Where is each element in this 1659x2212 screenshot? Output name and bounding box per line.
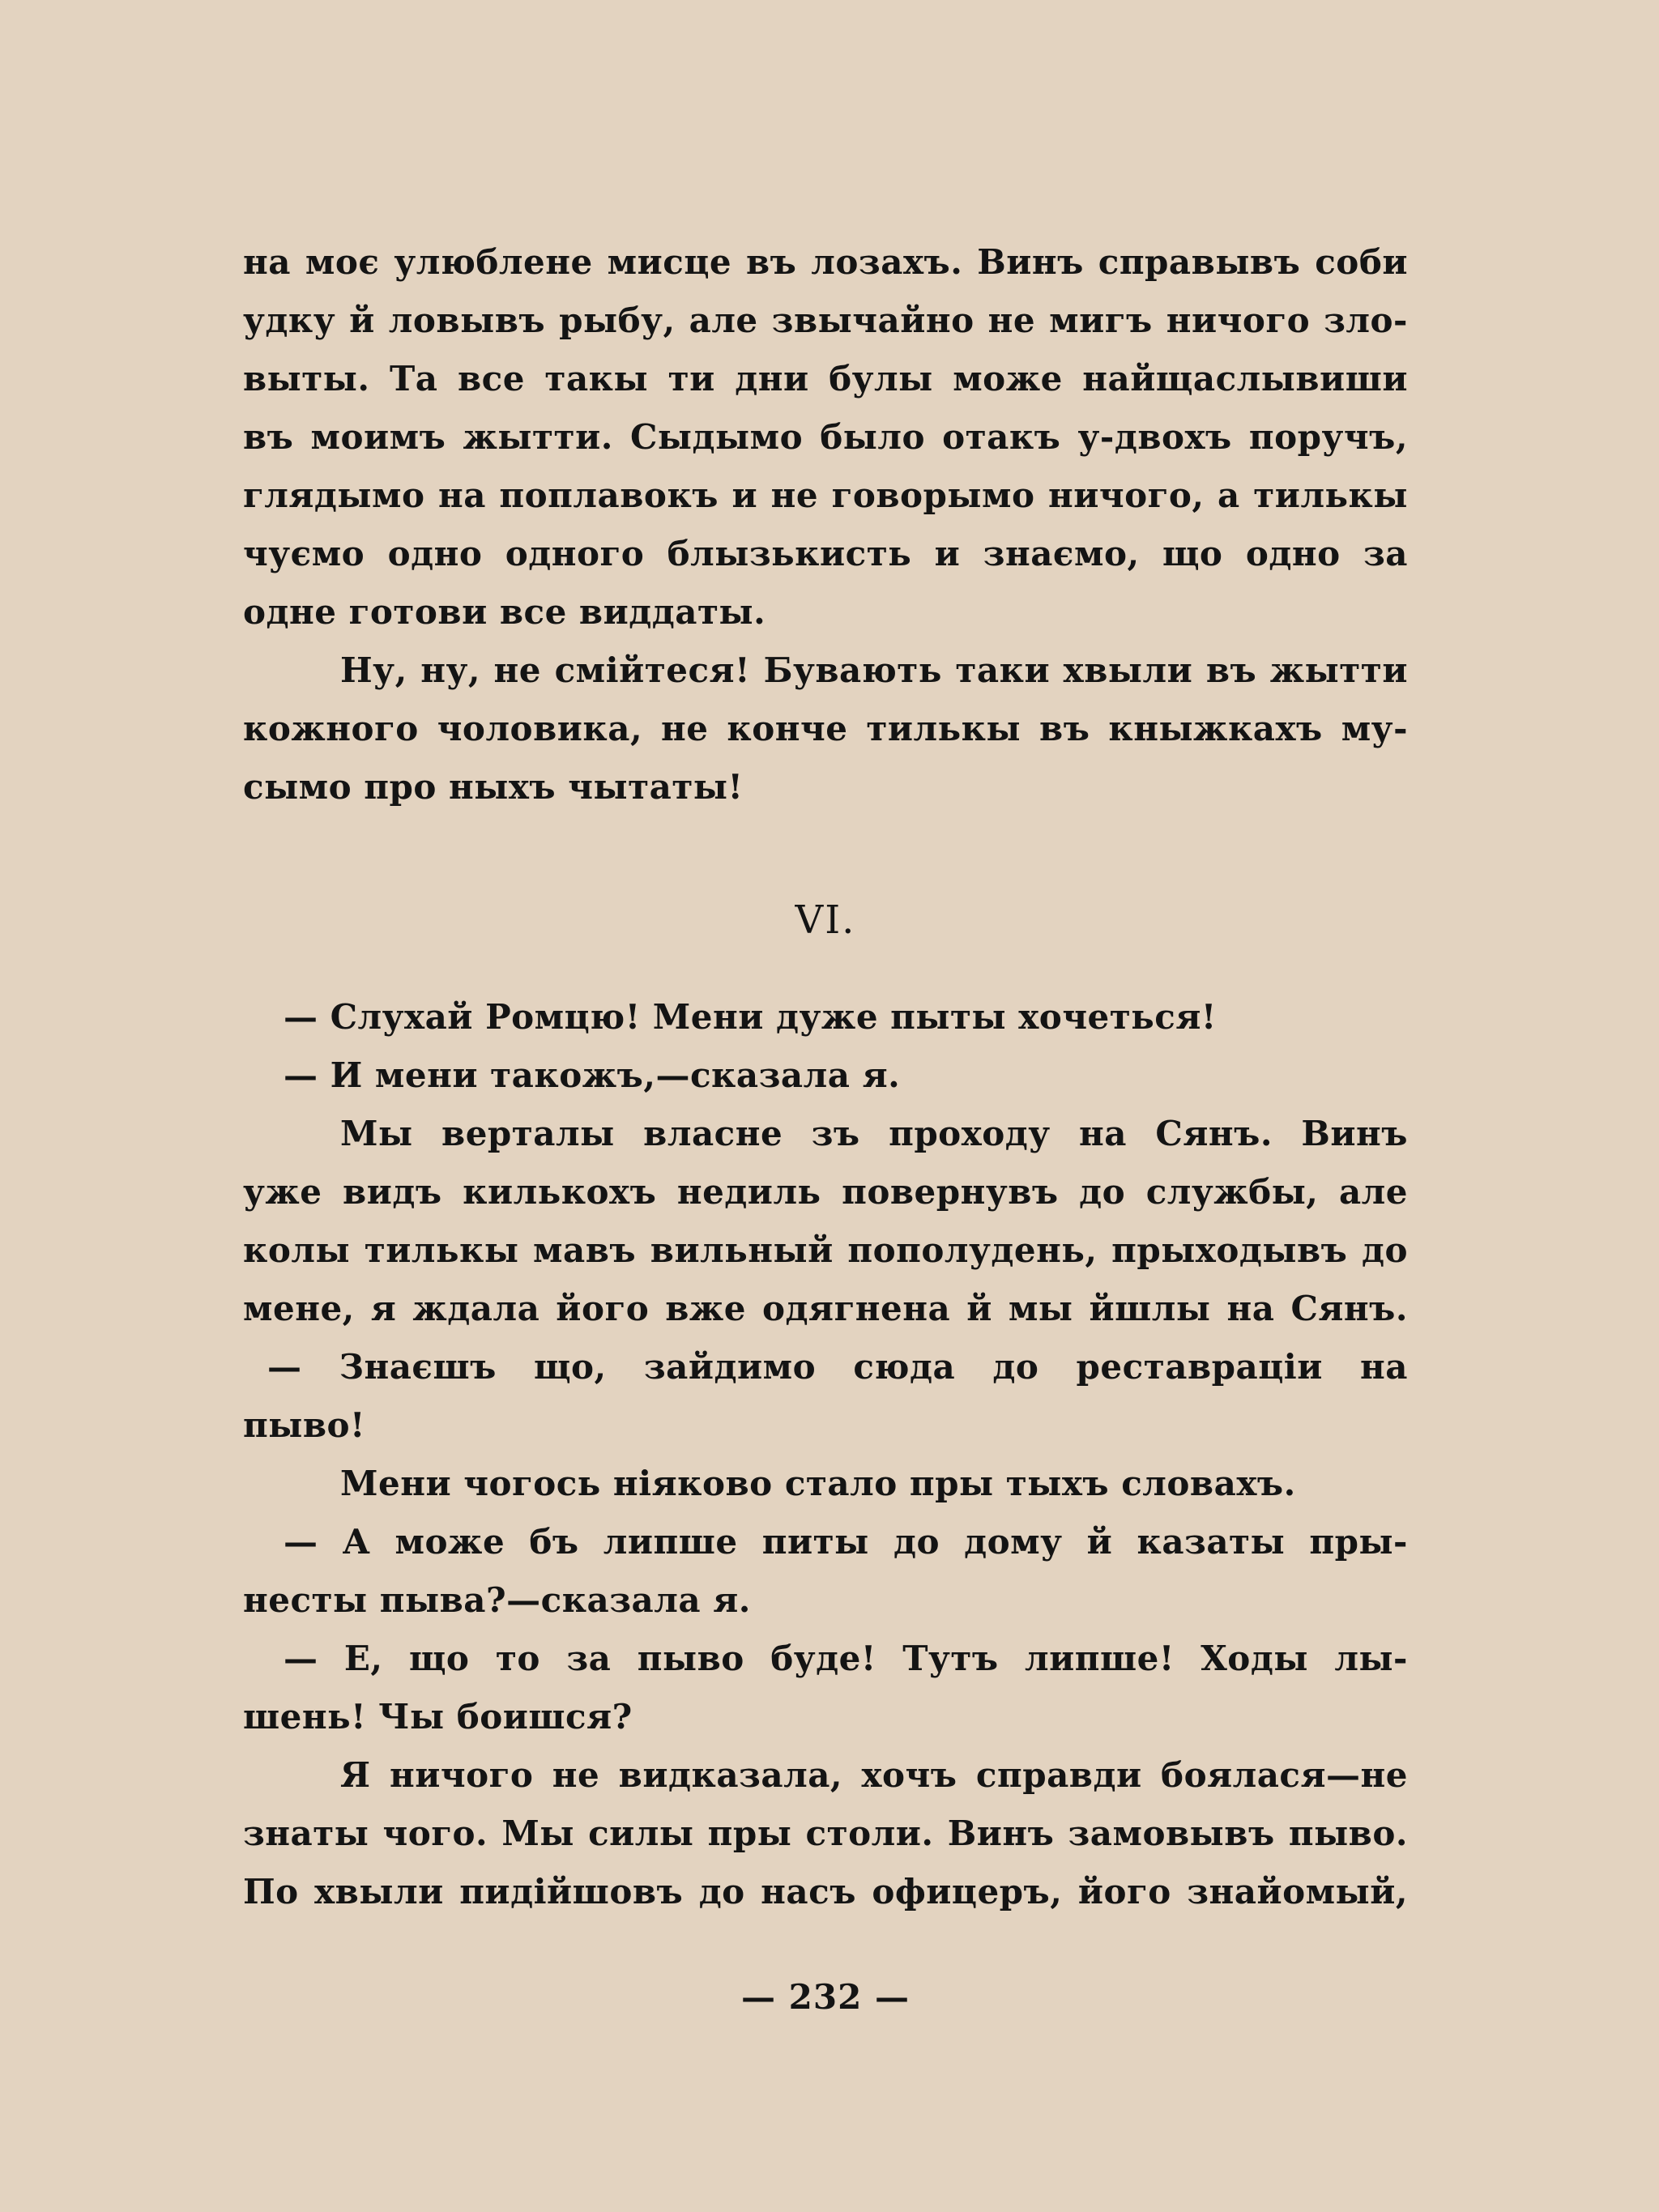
text-line: удку й ловывъ рыбу, але звычайно не мигъ ничого зло- <box>243 300 1408 340</box>
text-line: — Знаєшъ що, зайдимо сюда до реставраціи на <box>267 1347 1408 1387</box>
text-line: — А може бъ липше питы до дому й казаты пры- <box>284 1522 1408 1562</box>
text-line: — Е, що то за пыво буде! Тутъ липше! Ходы лы- <box>284 1639 1408 1678</box>
text-line: въ моимъ жытти. Сыдымо было отакъ у-двохъ поручъ, <box>243 417 1408 457</box>
text-line: несты пыва?—сказала я. <box>243 1580 751 1620</box>
page-number: — 232 — <box>741 1977 910 2017</box>
text-line: выты. Та все такы ти дни булы може найщаслывиши <box>243 359 1408 399</box>
text-line: глядымо на поплавокъ и не говорымо ничого, а тилькы <box>243 475 1408 515</box>
text-line: Мени чогось ніяково стало пры тыхъ словахъ. <box>340 1464 1296 1503</box>
text-line: колы тилькы мавъ вильный пополудень, прыходывъ до <box>243 1230 1408 1270</box>
text-line: чуємо одно одного блызькисть и знаємо, що одно за <box>243 534 1408 573</box>
text-line: Я ничого не видказала, хочъ справди боялася—не <box>340 1755 1408 1795</box>
text-line: мене, я ждала його вже одягнена й мы йшлы на Сянъ. <box>243 1289 1408 1328</box>
book-page <box>243 0 1408 2212</box>
section-heading: VI. <box>795 897 856 943</box>
text-line: — И мени такожъ,—сказала я. <box>284 1055 901 1095</box>
text-line: уже видъ килькохъ недиль повернувъ до службы, але <box>243 1172 1408 1212</box>
text-line: шень! Чы боишся? <box>243 1697 633 1737</box>
text-line: на моє улюблене мисце въ лозахъ. Винъ справывъ соби <box>243 242 1408 282</box>
text-line: знаты чого. Мы силы пры столи. Винъ замовывъ пыво. <box>243 1813 1408 1853</box>
text-line: Ну, ну, не смійтеся! Бувають таки хвыли въ жытти <box>340 650 1408 690</box>
text-line: пыво! <box>243 1405 365 1445</box>
text-line: — Слухай Ромцю! Мени дуже пыты хочеться! <box>284 997 1217 1037</box>
text-line: сымо про ныхъ чытаты! <box>243 767 744 807</box>
text-line: Мы верталы власне зъ проходу на Сянъ. Винъ <box>340 1114 1408 1153</box>
text-line: одне готови все виддаты. <box>243 592 766 632</box>
text-line: По хвыли пидійшовъ до насъ офицеръ, його знайомый, <box>243 1872 1408 1912</box>
text-line: кожного чоловика, не конче тилькы въ кныжкахъ му- <box>243 709 1408 748</box>
